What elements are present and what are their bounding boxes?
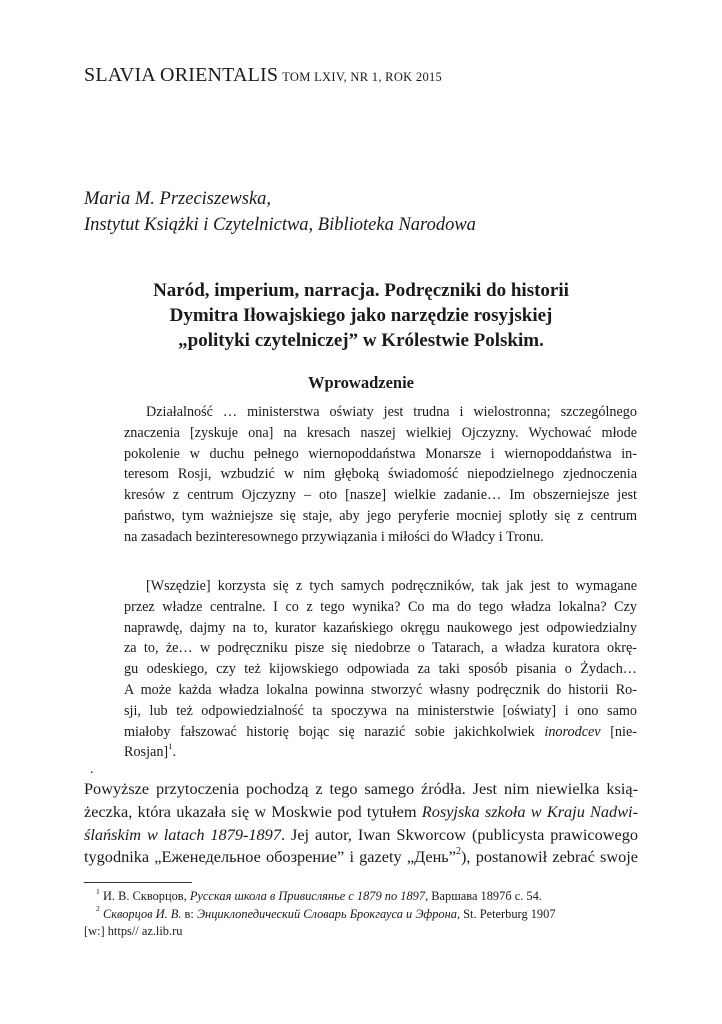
body-line bbox=[84, 801, 638, 824]
quote-line: [Wszędzie] korzysta się z tych samych podręczników, tak jak jest to wymagane bbox=[146, 578, 637, 594]
quote-line bbox=[124, 742, 637, 763]
quote-line: Działalność … ministerstwa oświaty jest trudna i wielostronna; szczególnego bbox=[146, 404, 637, 420]
footnote-1 bbox=[84, 888, 638, 906]
quote-text: Rosjan] bbox=[124, 744, 169, 761]
footnote-book-title: Русская школа в Привислянье с 1879 по 1897 bbox=[189, 889, 426, 903]
footnote-ref[interactable]: 1 bbox=[168, 741, 173, 752]
body-line: Powyższe przytoczenia pochodzą z tego samego źródła. Jest nim niewielka ksią- bbox=[84, 779, 638, 798]
quote-line: gu odeskiego, czy też kijowskiego odpowiada za taki sposób pisania o Żydach… bbox=[124, 661, 637, 678]
title-line: Naród, imperium, narracja. Podręczniki do historii bbox=[153, 280, 569, 301]
book-title: ślańskim w latach 1879-1897 bbox=[84, 824, 281, 844]
journal-issue-info: TOM LXIV, NR 1, ROK 2015 bbox=[282, 70, 443, 84]
footnote-text: , Варшава 1897б с. 54. bbox=[425, 889, 542, 903]
quote-line: naprawdę, dajmy na to, kurator kazańskiego okręgu naukowego jest odpowiedzialny bbox=[124, 619, 637, 636]
quote-line: sji, lub też odpowiedzialność ta spoczywa na ministerstwie [oświaty] i ono samo bbox=[124, 702, 637, 719]
footnote-author: Скворцов И. В. bbox=[99, 906, 182, 921]
body-line bbox=[84, 846, 638, 869]
quote-line: na zasadach bezinteresownego przywiązania i miłości do Władcy i Tronu. bbox=[124, 528, 544, 545]
quote-text: . bbox=[172, 744, 177, 761]
quote-line: państwo, tym ważniejsze się staje, aby jego peryferie mocniej splotły się z centrum bbox=[124, 507, 637, 524]
quote-line: przez władze centralne. I co z tego wynika? Co ma do tego władza lokalna? Czy bbox=[124, 598, 637, 615]
quote-line: A może każda władza lokalna powinna stworzyć własny podręcznik do historii Ro- bbox=[124, 681, 637, 698]
author-block bbox=[84, 186, 476, 238]
quote-line: znaczenia [zyskuje ona] na kresach naszej wielkiej Ojczyzny. Wychować młode bbox=[124, 424, 637, 441]
body-paragraph bbox=[84, 778, 638, 869]
footnote-book-title: Энциклопедический Словарь Брокгауса и Эфрона bbox=[196, 906, 457, 921]
body-text: żeczka, która ukazała się w Moskwie pod tytułem bbox=[84, 801, 422, 821]
footnotes bbox=[84, 888, 638, 941]
title-line: Dymitra Iłowajskiego jako narzędzie rosyjskiej bbox=[169, 305, 553, 326]
footnote-ref[interactable]: 2 bbox=[455, 846, 462, 858]
body-text: . Jej autor, Iwan Skworcow (publicysta prawicowego bbox=[280, 824, 638, 844]
stray-dot: . bbox=[90, 762, 94, 777]
author-name: Maria M. Przeciszewska, bbox=[84, 189, 272, 209]
quote-line: teresom Rosji, wzbudzić w nim głęboką świadomość niepodzielnego zjednoczenia bbox=[124, 466, 637, 483]
quote-line bbox=[124, 722, 637, 743]
footnote-2 bbox=[84, 906, 638, 924]
footnote-2-continued[interactable]: [w:] https// az.lib.ru bbox=[84, 924, 183, 938]
footnote-number: 2 bbox=[96, 904, 100, 914]
quote-italic-term: inorodcev bbox=[544, 723, 601, 740]
article-title bbox=[84, 278, 638, 353]
quote-line: kresów z centrum Ojczyzny – oto [nasze] wielkie zadanie… Im obszerniejsze jest bbox=[124, 487, 637, 504]
footnote-rule bbox=[84, 882, 192, 883]
footnote-text: , St. Peterburg 1907 bbox=[456, 906, 556, 921]
quote-text: [nie- bbox=[600, 723, 637, 740]
footnote-text: в: bbox=[181, 906, 197, 921]
quote-text: miałoby fałszować historię bojąc się narazić sobie jakichkolwiek bbox=[124, 723, 545, 740]
footnote-number: 1 bbox=[96, 886, 100, 896]
block-quote-1 bbox=[124, 402, 637, 548]
footnote-text: И. В. Скворцов, bbox=[99, 889, 190, 903]
block-quote-2 bbox=[124, 576, 637, 763]
journal-name: SLAVIA ORIENTALIS bbox=[84, 64, 279, 86]
running-header bbox=[84, 64, 442, 87]
book-title: Rosyjska szkoła w Kraju Nadwi- bbox=[421, 801, 638, 821]
body-text: ), postanowił zebrać swoje bbox=[461, 847, 638, 867]
body-line bbox=[84, 824, 638, 847]
section-heading: Wprowadzenie bbox=[307, 373, 415, 392]
quote-line: pokolenie w duchu pełnego wiernopoddaństwa Monarsze i wiernopoddaństwa in- bbox=[124, 445, 637, 462]
quote-line: za to, że… w podręczniku pisze się niedobrze o Tatarach, a władza kuratora okrę- bbox=[124, 640, 637, 657]
body-text: tygodnika „Еженедельное обозрение” i gazety „День” bbox=[84, 847, 456, 867]
title-line: „polityki czytelniczej” w Królestwie Polskim. bbox=[178, 330, 544, 351]
author-affiliation: Instytut Książki i Czytelnictwa, Biblioteka Narodowa bbox=[84, 215, 476, 235]
